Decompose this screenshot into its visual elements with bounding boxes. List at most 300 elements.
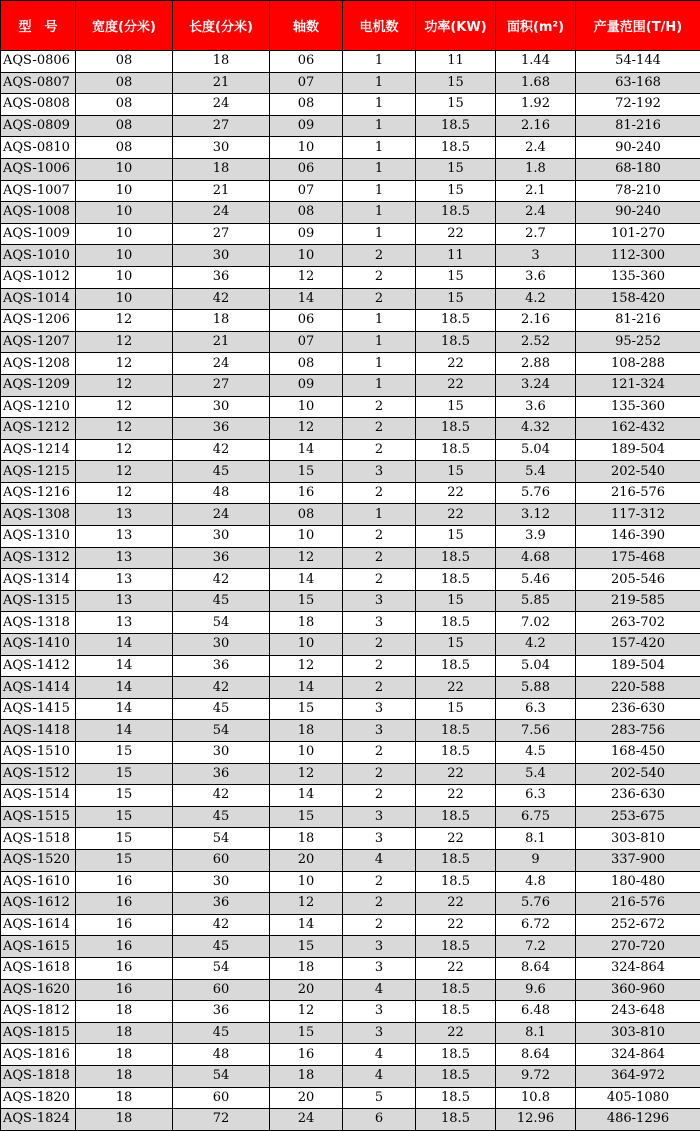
cell-shafts: 14 [270, 439, 343, 461]
cell-area: 2.52 [496, 331, 576, 353]
cell-area: 3 [496, 245, 576, 267]
cell-capacity: 90-240 [576, 137, 700, 159]
cell-power: 15 [416, 461, 496, 483]
cell-width: 08 [76, 94, 173, 116]
cell-model: AQS-1318 [1, 612, 76, 634]
cell-model: AQS-1412 [1, 655, 76, 677]
cell-capacity: 121-324 [576, 374, 700, 396]
cell-power: 18.5 [416, 871, 496, 893]
cell-shafts: 10 [270, 245, 343, 267]
table-row [1, 72, 700, 94]
cell-capacity: 360-960 [576, 979, 700, 1001]
cell-area: 9 [496, 849, 576, 871]
cell-length: 45 [173, 936, 270, 958]
cell-power: 18.5 [416, 1087, 496, 1109]
cell-shafts: 15 [270, 806, 343, 828]
cell-capacity: 337-900 [576, 849, 700, 871]
cell-power: 18.5 [416, 742, 496, 764]
table-row [1, 288, 700, 310]
cell-power: 18.5 [416, 1109, 496, 1131]
cell-power: 15 [416, 396, 496, 418]
cell-shafts: 12 [270, 1001, 343, 1023]
cell-width: 14 [76, 677, 173, 699]
cell-motors: 1 [343, 72, 416, 94]
cell-motors: 5 [343, 1087, 416, 1109]
cell-motors: 2 [343, 266, 416, 288]
cell-power: 18.5 [416, 979, 496, 1001]
cell-motors: 2 [343, 526, 416, 548]
cell-capacity: 135-360 [576, 396, 700, 418]
cell-width: 18 [76, 1109, 173, 1131]
cell-area: 3.24 [496, 374, 576, 396]
cell-width: 10 [76, 245, 173, 267]
cell-model: AQS-1824 [1, 1109, 76, 1131]
cell-area: 5.04 [496, 439, 576, 461]
cell-length: 30 [173, 526, 270, 548]
cell-power: 18.5 [416, 1001, 496, 1023]
cell-model: AQS-1010 [1, 245, 76, 267]
cell-model: AQS-0806 [1, 51, 76, 73]
cell-length: 36 [173, 547, 270, 569]
cell-length: 24 [173, 504, 270, 526]
cell-capacity: 117-312 [576, 504, 700, 526]
cell-model: AQS-0809 [1, 115, 76, 137]
cell-shafts: 14 [270, 569, 343, 591]
cell-power: 18.5 [416, 1065, 496, 1087]
cell-width: 14 [76, 720, 173, 742]
cell-model: AQS-1615 [1, 936, 76, 958]
cell-capacity: 202-540 [576, 461, 700, 483]
cell-motors: 3 [343, 612, 416, 634]
cell-width: 10 [76, 288, 173, 310]
cell-power: 22 [416, 353, 496, 375]
cell-model: AQS-1410 [1, 634, 76, 656]
cell-shafts: 10 [270, 137, 343, 159]
cell-length: 45 [173, 1022, 270, 1044]
cell-capacity: 216-576 [576, 893, 700, 915]
cell-width: 10 [76, 266, 173, 288]
cell-area: 2.4 [496, 137, 576, 159]
cell-power: 22 [416, 785, 496, 807]
cell-width: 12 [76, 353, 173, 375]
cell-width: 12 [76, 310, 173, 332]
table-row [1, 331, 700, 353]
cell-motors: 6 [343, 1109, 416, 1131]
cell-motors: 1 [343, 180, 416, 202]
cell-power: 22 [416, 223, 496, 245]
cell-model: AQS-1206 [1, 310, 76, 332]
cell-model: AQS-1610 [1, 871, 76, 893]
cell-model: AQS-1818 [1, 1065, 76, 1087]
cell-motors: 3 [343, 828, 416, 850]
cell-area: 5.04 [496, 655, 576, 677]
cell-capacity: 236-630 [576, 698, 700, 720]
cell-model: AQS-0808 [1, 94, 76, 116]
cell-width: 13 [76, 526, 173, 548]
cell-motors: 4 [343, 849, 416, 871]
cell-capacity: 112-300 [576, 245, 700, 267]
cell-motors: 1 [343, 202, 416, 224]
cell-shafts: 18 [270, 612, 343, 634]
header-area: 面积(m²) [496, 1, 576, 51]
cell-model: AQS-1209 [1, 374, 76, 396]
cell-motors: 2 [343, 569, 416, 591]
table-body [1, 51, 700, 1131]
cell-length: 30 [173, 137, 270, 159]
header-capacity: 产量范围(T/H) [576, 1, 700, 51]
table-row [1, 137, 700, 159]
cell-model: AQS-1308 [1, 504, 76, 526]
cell-power: 22 [416, 763, 496, 785]
cell-width: 15 [76, 742, 173, 764]
cell-capacity: 135-360 [576, 266, 700, 288]
cell-capacity: 252-672 [576, 914, 700, 936]
cell-power: 18.5 [416, 612, 496, 634]
cell-area: 1.8 [496, 158, 576, 180]
cell-length: 72 [173, 1109, 270, 1131]
cell-motors: 2 [343, 634, 416, 656]
cell-length: 42 [173, 785, 270, 807]
cell-length: 42 [173, 677, 270, 699]
cell-power: 15 [416, 158, 496, 180]
cell-length: 54 [173, 1065, 270, 1087]
cell-width: 14 [76, 634, 173, 656]
cell-area: 10.8 [496, 1087, 576, 1109]
cell-shafts: 09 [270, 115, 343, 137]
table-row [1, 180, 700, 202]
table-row [1, 418, 700, 440]
cell-shafts: 15 [270, 698, 343, 720]
cell-model: AQS-1314 [1, 569, 76, 591]
cell-length: 48 [173, 1044, 270, 1066]
cell-motors: 2 [343, 785, 416, 807]
cell-length: 21 [173, 331, 270, 353]
cell-shafts: 09 [270, 223, 343, 245]
cell-length: 36 [173, 893, 270, 915]
cell-motors: 1 [343, 158, 416, 180]
header-shafts: 轴数 [270, 1, 343, 51]
cell-length: 42 [173, 569, 270, 591]
cell-power: 22 [416, 504, 496, 526]
cell-shafts: 14 [270, 785, 343, 807]
table-row [1, 461, 700, 483]
cell-motors: 4 [343, 979, 416, 1001]
cell-model: AQS-1315 [1, 590, 76, 612]
cell-length: 24 [173, 202, 270, 224]
cell-motors: 2 [343, 547, 416, 569]
cell-motors: 3 [343, 936, 416, 958]
header-model: 型 号 [1, 1, 76, 51]
cell-motors: 1 [343, 504, 416, 526]
cell-shafts: 14 [270, 677, 343, 699]
cell-power: 18.5 [416, 202, 496, 224]
header-width: 宽度(分米) [76, 1, 173, 51]
cell-model: AQS-1310 [1, 526, 76, 548]
cell-shafts: 08 [270, 202, 343, 224]
cell-width: 12 [76, 396, 173, 418]
cell-capacity: 364-972 [576, 1065, 700, 1087]
cell-shafts: 12 [270, 266, 343, 288]
cell-width: 13 [76, 569, 173, 591]
cell-power: 18.5 [416, 569, 496, 591]
cell-model: AQS-1312 [1, 547, 76, 569]
cell-shafts: 12 [270, 418, 343, 440]
cell-length: 24 [173, 353, 270, 375]
cell-width: 15 [76, 849, 173, 871]
cell-area: 4.68 [496, 547, 576, 569]
cell-motors: 1 [343, 51, 416, 73]
cell-power: 15 [416, 180, 496, 202]
cell-motors: 1 [343, 374, 416, 396]
cell-width: 18 [76, 1022, 173, 1044]
cell-motors: 2 [343, 482, 416, 504]
cell-width: 18 [76, 1001, 173, 1023]
table-row [1, 720, 700, 742]
table-row [1, 612, 700, 634]
cell-width: 18 [76, 1044, 173, 1066]
cell-width: 16 [76, 914, 173, 936]
cell-length: 42 [173, 914, 270, 936]
cell-shafts: 12 [270, 763, 343, 785]
cell-capacity: 101-270 [576, 223, 700, 245]
cell-area: 5.85 [496, 590, 576, 612]
cell-model: AQS-1512 [1, 763, 76, 785]
cell-model: AQS-1008 [1, 202, 76, 224]
cell-area: 7.56 [496, 720, 576, 742]
cell-length: 45 [173, 698, 270, 720]
cell-shafts: 08 [270, 504, 343, 526]
cell-shafts: 10 [270, 871, 343, 893]
cell-length: 54 [173, 612, 270, 634]
cell-motors: 2 [343, 763, 416, 785]
cell-area: 8.64 [496, 1044, 576, 1066]
cell-capacity: 54-144 [576, 51, 700, 73]
cell-shafts: 16 [270, 482, 343, 504]
cell-model: AQS-1518 [1, 828, 76, 850]
cell-area: 1.92 [496, 94, 576, 116]
cell-length: 30 [173, 871, 270, 893]
cell-motors: 2 [343, 418, 416, 440]
cell-length: 21 [173, 180, 270, 202]
header-motors: 电机数 [343, 1, 416, 51]
cell-area: 5.4 [496, 461, 576, 483]
cell-capacity: 81-216 [576, 115, 700, 137]
cell-capacity: 95-252 [576, 331, 700, 353]
table-row [1, 569, 700, 591]
cell-capacity: 405-1080 [576, 1087, 700, 1109]
cell-capacity: 219-585 [576, 590, 700, 612]
cell-motors: 2 [343, 742, 416, 764]
cell-model: AQS-1214 [1, 439, 76, 461]
cell-power: 18.5 [416, 806, 496, 828]
cell-motors: 2 [343, 245, 416, 267]
table-row [1, 158, 700, 180]
cell-shafts: 08 [270, 94, 343, 116]
cell-length: 30 [173, 742, 270, 764]
cell-motors: 3 [343, 957, 416, 979]
cell-power: 22 [416, 482, 496, 504]
cell-capacity: 303-810 [576, 1022, 700, 1044]
cell-length: 27 [173, 115, 270, 137]
cell-area: 2.7 [496, 223, 576, 245]
cell-area: 5.76 [496, 482, 576, 504]
cell-shafts: 12 [270, 893, 343, 915]
cell-motors: 1 [343, 115, 416, 137]
table-row [1, 849, 700, 871]
cell-area: 4.2 [496, 288, 576, 310]
cell-width: 15 [76, 785, 173, 807]
cell-width: 08 [76, 72, 173, 94]
table-row [1, 1044, 700, 1066]
cell-shafts: 10 [270, 396, 343, 418]
cell-length: 45 [173, 590, 270, 612]
cell-shafts: 10 [270, 634, 343, 656]
cell-shafts: 20 [270, 1087, 343, 1109]
cell-capacity: 220-588 [576, 677, 700, 699]
cell-area: 2.4 [496, 202, 576, 224]
cell-width: 08 [76, 137, 173, 159]
cell-area: 8.64 [496, 957, 576, 979]
cell-motors: 2 [343, 655, 416, 677]
cell-capacity: 263-702 [576, 612, 700, 634]
cell-model: AQS-1816 [1, 1044, 76, 1066]
cell-power: 18.5 [416, 439, 496, 461]
cell-shafts: 07 [270, 72, 343, 94]
cell-power: 22 [416, 828, 496, 850]
cell-capacity: 180-480 [576, 871, 700, 893]
cell-power: 22 [416, 374, 496, 396]
cell-capacity: 168-450 [576, 742, 700, 764]
table-row [1, 1065, 700, 1087]
cell-width: 16 [76, 893, 173, 915]
cell-model: AQS-1618 [1, 957, 76, 979]
cell-capacity: 189-504 [576, 655, 700, 677]
cell-power: 18.5 [416, 331, 496, 353]
cell-motors: 3 [343, 1001, 416, 1023]
cell-length: 36 [173, 655, 270, 677]
cell-model: AQS-1006 [1, 158, 76, 180]
table-row [1, 634, 700, 656]
cell-area: 2.1 [496, 180, 576, 202]
cell-power: 18.5 [416, 1044, 496, 1066]
cell-area: 6.3 [496, 698, 576, 720]
table-row [1, 310, 700, 332]
cell-length: 36 [173, 266, 270, 288]
cell-area: 9.6 [496, 979, 576, 1001]
table-row [1, 51, 700, 73]
cell-power: 15 [416, 634, 496, 656]
cell-area: 1.44 [496, 51, 576, 73]
cell-model: AQS-1520 [1, 849, 76, 871]
cell-capacity: 158-420 [576, 288, 700, 310]
cell-motors: 1 [343, 223, 416, 245]
cell-capacity: 202-540 [576, 763, 700, 785]
cell-width: 14 [76, 698, 173, 720]
cell-capacity: 324-864 [576, 957, 700, 979]
cell-width: 12 [76, 418, 173, 440]
cell-power: 18.5 [416, 547, 496, 569]
cell-shafts: 06 [270, 310, 343, 332]
cell-width: 12 [76, 439, 173, 461]
header-row [1, 1, 700, 51]
cell-area: 2.88 [496, 353, 576, 375]
cell-shafts: 12 [270, 655, 343, 677]
cell-capacity: 236-630 [576, 785, 700, 807]
cell-shafts: 15 [270, 936, 343, 958]
cell-motors: 2 [343, 677, 416, 699]
cell-width: 16 [76, 979, 173, 1001]
cell-shafts: 15 [270, 461, 343, 483]
table-row [1, 1087, 700, 1109]
cell-capacity: 243-648 [576, 1001, 700, 1023]
cell-capacity: 81-216 [576, 310, 700, 332]
cell-shafts: 20 [270, 849, 343, 871]
table-row [1, 655, 700, 677]
cell-width: 15 [76, 806, 173, 828]
cell-power: 18.5 [416, 418, 496, 440]
cell-model: AQS-1207 [1, 331, 76, 353]
cell-length: 48 [173, 482, 270, 504]
cell-model: AQS-1418 [1, 720, 76, 742]
cell-model: AQS-1820 [1, 1087, 76, 1109]
cell-area: 3.12 [496, 504, 576, 526]
cell-area: 3.6 [496, 396, 576, 418]
table-row [1, 1001, 700, 1023]
cell-motors: 4 [343, 1044, 416, 1066]
cell-power: 22 [416, 914, 496, 936]
cell-motors: 1 [343, 94, 416, 116]
cell-length: 24 [173, 94, 270, 116]
cell-motors: 1 [343, 137, 416, 159]
cell-capacity: 146-390 [576, 526, 700, 548]
cell-length: 30 [173, 245, 270, 267]
cell-shafts: 14 [270, 288, 343, 310]
table-row [1, 396, 700, 418]
cell-capacity: 108-288 [576, 353, 700, 375]
cell-area: 5.46 [496, 569, 576, 591]
table-header [1, 1, 700, 51]
cell-shafts: 09 [270, 374, 343, 396]
table-row [1, 115, 700, 137]
cell-model: AQS-1414 [1, 677, 76, 699]
cell-area: 5.88 [496, 677, 576, 699]
table-row [1, 957, 700, 979]
cell-power: 18.5 [416, 849, 496, 871]
cell-area: 5.76 [496, 893, 576, 915]
cell-motors: 2 [343, 396, 416, 418]
cell-motors: 2 [343, 893, 416, 915]
table-row [1, 439, 700, 461]
table-row [1, 1022, 700, 1044]
cell-model: AQS-0807 [1, 72, 76, 94]
cell-motors: 3 [343, 1022, 416, 1044]
cell-model: AQS-1212 [1, 418, 76, 440]
cell-power: 22 [416, 893, 496, 915]
cell-capacity: 283-756 [576, 720, 700, 742]
cell-motors: 3 [343, 461, 416, 483]
cell-model: AQS-1515 [1, 806, 76, 828]
cell-capacity: 78-210 [576, 180, 700, 202]
cell-shafts: 20 [270, 979, 343, 1001]
cell-capacity: 324-864 [576, 1044, 700, 1066]
cell-area: 4.5 [496, 742, 576, 764]
cell-area: 6.72 [496, 914, 576, 936]
table-row [1, 353, 700, 375]
cell-capacity: 157-420 [576, 634, 700, 656]
table-row [1, 785, 700, 807]
cell-area: 6.48 [496, 1001, 576, 1023]
cell-width: 13 [76, 547, 173, 569]
